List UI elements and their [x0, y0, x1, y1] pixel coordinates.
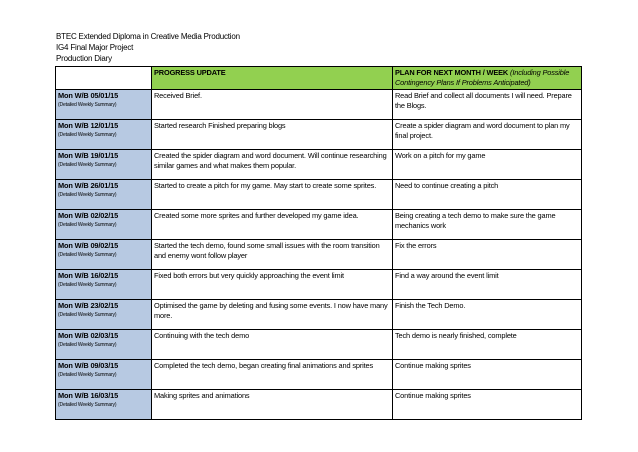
progress-update-cell: Making sprites and animations — [152, 390, 393, 420]
course-title: BTEC Extended Diploma in Creative Media Production — [56, 32, 240, 41]
week-sublabel: (Detailed Weekly Summary) — [58, 372, 117, 378]
document-header — [56, 31, 240, 64]
table-row — [56, 180, 582, 210]
plan-cell: Continue making sprites — [393, 360, 582, 390]
progress-update-cell: Created some more sprites and further developed my game idea. — [152, 210, 393, 240]
week-label: Mon W/B 09/02/15 — [58, 241, 119, 250]
week-sublabel: (Detailed Weekly Summary) — [58, 102, 117, 108]
week-cell — [56, 390, 152, 420]
table-row — [56, 330, 582, 360]
week-cell — [56, 240, 152, 270]
table-row — [56, 270, 582, 300]
progress-update-cell: Created the spider diagram and word document. Will continue researching similar games and what makes them popular. — [152, 150, 393, 180]
week-sublabel: (Detailed Weekly Summary) — [58, 162, 117, 168]
week-label: Mon W/B 09/03/15 — [58, 361, 119, 370]
table-row — [56, 120, 582, 150]
progress-update-cell: Started to create a pitch for my game. May start to create some sprites. — [152, 180, 393, 210]
plan-cell: Tech demo is nearly finished, complete — [393, 330, 582, 360]
week-sublabel: (Detailed Weekly Summary) — [58, 342, 117, 348]
document-title: Production Diary — [56, 54, 112, 63]
week-label: Mon W/B 16/02/15 — [58, 271, 119, 280]
production-diary-table — [55, 66, 582, 420]
week-label: Mon W/B 16/03/15 — [58, 391, 119, 400]
plan-cell: Being creating a tech demo to make sure the game mechanics work — [393, 210, 582, 240]
week-sublabel: (Detailed Weekly Summary) — [58, 282, 117, 288]
progress-update-cell: Completed the tech demo, began creating final animations and sprites — [152, 360, 393, 390]
plan-cell: Need to continue creating a pitch — [393, 180, 582, 210]
week-cell — [56, 120, 152, 150]
week-label: Mon W/B 02/03/15 — [58, 331, 119, 340]
week-label: Mon W/B 02/02/15 — [58, 211, 119, 220]
week-cell — [56, 210, 152, 240]
table-body — [56, 90, 582, 420]
plan-cell: Finish the Tech Demo. — [393, 300, 582, 330]
plan-cell: Find a way around the event limit — [393, 270, 582, 300]
week-label: Mon W/B 23/02/15 — [58, 301, 119, 310]
week-cell — [56, 270, 152, 300]
week-sublabel: (Detailed Weekly Summary) — [58, 402, 117, 408]
table-row — [56, 90, 582, 120]
plan-cell: Work on a pitch for my game — [393, 150, 582, 180]
week-cell — [56, 360, 152, 390]
plan-header — [393, 67, 582, 90]
project-title: IG4 Final Major Project — [56, 43, 134, 52]
week-cell — [56, 90, 152, 120]
progress-update-cell: Optimised the game by deleting and fusing some events. I now have many more. — [152, 300, 393, 330]
week-sublabel: (Detailed Weekly Summary) — [58, 312, 117, 318]
header-blank-cell — [56, 67, 152, 90]
plan-cell: Continue making sprites — [393, 390, 582, 420]
table-row — [56, 240, 582, 270]
progress-update-cell: Started the tech demo, found some small issues with the room transition and enemy wont follow player — [152, 240, 393, 270]
table-header-row — [56, 67, 582, 90]
table-row — [56, 360, 582, 390]
table-row — [56, 150, 582, 180]
week-cell — [56, 330, 152, 360]
progress-update-cell: Received Brief. — [152, 90, 393, 120]
plan-cell: Read Brief and collect all documents I will need. Prepare the Blogs. — [393, 90, 582, 120]
progress-update-cell: Continuing with the tech demo — [152, 330, 393, 360]
week-sublabel: (Detailed Weekly Summary) — [58, 192, 117, 198]
plan-header-label: PLAN FOR NEXT MONTH / WEEK — [395, 68, 509, 77]
plan-cell: Create a spider diagram and word document to plan my final project. — [393, 120, 582, 150]
progress-update-cell: Started research Finished preparing blogs — [152, 120, 393, 150]
week-sublabel: (Detailed Weekly Summary) — [58, 222, 117, 228]
week-cell — [56, 180, 152, 210]
plan-header-note: (Including Possible Contingency Plans If Problems Anticipated) — [395, 68, 570, 87]
week-cell — [56, 300, 152, 330]
week-label: Mon W/B 12/01/15 — [58, 121, 119, 130]
progress-update-cell: Fixed both errors but very quickly approaching the event limit — [152, 270, 393, 300]
week-sublabel: (Detailed Weekly Summary) — [58, 132, 117, 138]
week-cell — [56, 150, 152, 180]
table-row — [56, 300, 582, 330]
table-row — [56, 210, 582, 240]
week-label: Mon W/B 19/01/15 — [58, 151, 119, 160]
week-label: Mon W/B 05/01/15 — [58, 91, 119, 100]
week-sublabel: (Detailed Weekly Summary) — [58, 252, 117, 258]
progress-update-header: PROGRESS UPDATE — [152, 67, 393, 90]
week-label: Mon W/B 26/01/15 — [58, 181, 119, 190]
plan-cell: Fix the errors — [393, 240, 582, 270]
table-row — [56, 390, 582, 420]
